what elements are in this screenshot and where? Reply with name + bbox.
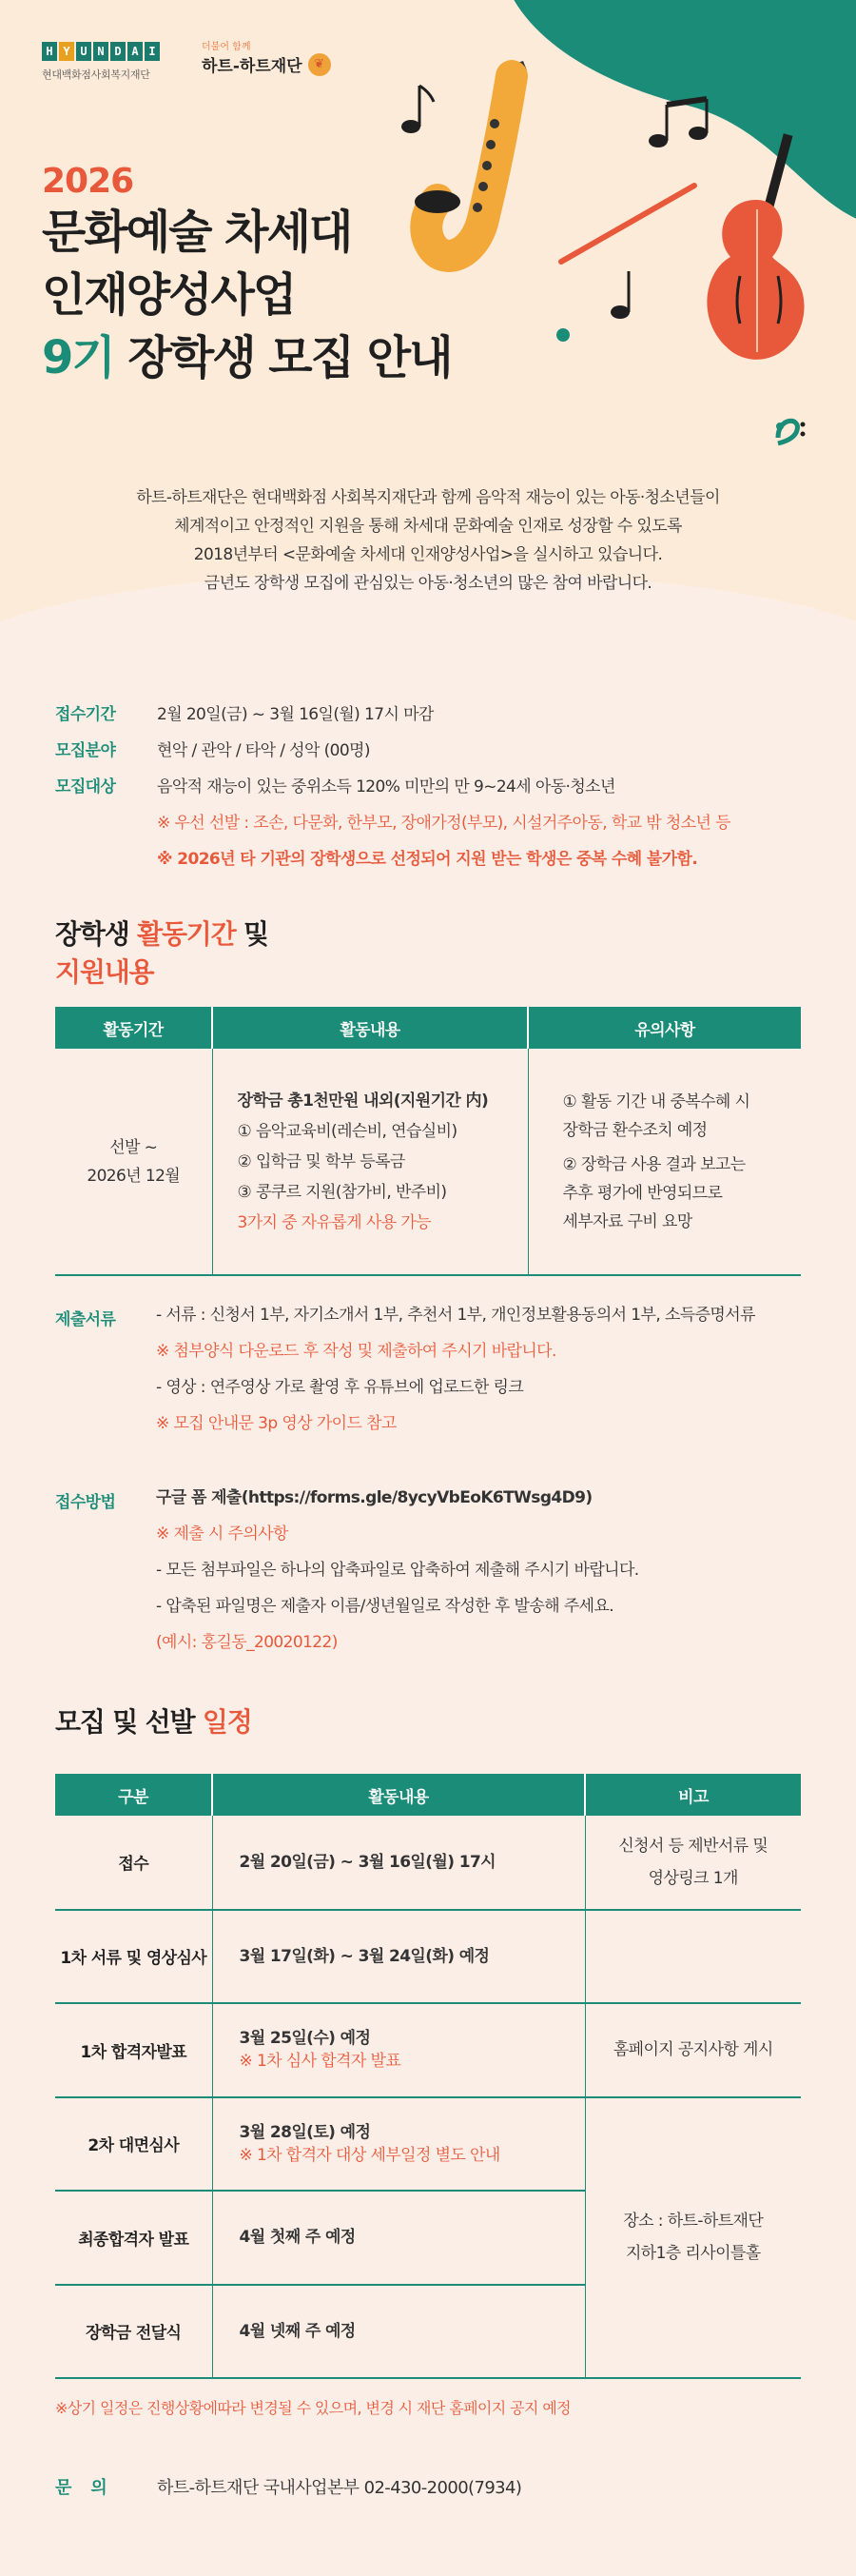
docs-lines bbox=[156, 1297, 755, 1442]
hyundai-foundation-logo bbox=[42, 42, 160, 82]
table-header: 활동내용 bbox=[212, 1774, 585, 1816]
music-note-icon bbox=[399, 81, 438, 138]
table-header: 비고 bbox=[585, 1774, 801, 1816]
activity-content-cell bbox=[212, 1049, 528, 1275]
support-item: ① 음악교육비(레슨비, 연습실비) bbox=[237, 1121, 457, 1141]
schedule-date: 3월 25일(수) 예정 bbox=[239, 2029, 371, 2049]
contact-row bbox=[55, 2474, 521, 2499]
duplicate-note: ※ 2026년 타 기관의 장학생으로 선정되어 지원 받는 학생은 중복 수혜 불가함. bbox=[157, 850, 698, 869]
violin-bow-icon bbox=[556, 181, 699, 266]
sec2-title-a: 모집 및 선발 bbox=[55, 1706, 203, 1738]
caution-line: 장학금 환수조치 예정 bbox=[562, 1120, 708, 1140]
hyundai-logo-text: 현대백화점사회복지재단 bbox=[42, 69, 150, 81]
schedule-date: 2월 20일(금) ~ 3월 16일(월) 17시 bbox=[239, 1852, 496, 1872]
dot-decoration bbox=[556, 328, 570, 342]
contact-value: 하트-하트재단 국내사업본부 02-430-2000(7934) bbox=[157, 2478, 522, 2498]
support-note: 3가지 중 자유롭게 사용 가능 bbox=[237, 1212, 431, 1232]
schedule-date: 4월 넷째 주 예정 bbox=[239, 2321, 356, 2341]
schedule-content bbox=[212, 1910, 585, 2004]
hyundai-logo-letter: N bbox=[93, 42, 108, 61]
title-line-3 bbox=[42, 326, 452, 389]
bass-clef-icon bbox=[768, 409, 807, 447]
schedule-date: 3월 28일(토) 예정 bbox=[239, 2122, 371, 2142]
sec2-title-b: 일정 bbox=[202, 1706, 252, 1738]
info-target-note-2 bbox=[157, 845, 697, 869]
hyundai-logo-letter: I bbox=[145, 42, 160, 61]
table-header: 구분 bbox=[55, 1774, 212, 1816]
title-year: 2026 bbox=[42, 162, 134, 201]
scholarship-amount: 장학금 총1천만원 내외(지원기간 内) bbox=[237, 1091, 489, 1111]
schedule-remark-venue bbox=[585, 2097, 801, 2379]
schedule-stage: 장학금 전달식 bbox=[55, 2285, 212, 2379]
hero-section bbox=[0, 0, 856, 647]
schedule-content bbox=[212, 2003, 585, 2097]
remark-line: 영상링크 1개 bbox=[648, 1868, 738, 1888]
info-target-value: 음악적 재능이 있는 중위소득 120% 미만의 만 9~24세 아동·청소년 bbox=[157, 777, 615, 796]
apply-example: (예시: 홍길동_20020122) bbox=[156, 1633, 338, 1652]
intro-line: 하트-하트재단은 현대백화점 사회복지재단과 함께 음악적 재능이 있는 아동·청소년들이 bbox=[136, 488, 720, 507]
table-header: 활동내용 bbox=[212, 1007, 528, 1049]
activity-caution-cell bbox=[528, 1049, 801, 1275]
table-row bbox=[55, 2097, 801, 2192]
remark-line: 장소 : 하트-하트재단 bbox=[623, 2212, 764, 2232]
schedule-note: ※ 1차 합격자 대상 세부일정 별도 안내 bbox=[239, 2145, 500, 2165]
schedule-stage: 2차 대면심사 bbox=[55, 2097, 212, 2192]
hyundai-logo-letter: A bbox=[127, 42, 143, 61]
schedule-content bbox=[212, 2097, 585, 2192]
caution-line: 추후 평가에 반영되므로 bbox=[562, 1183, 723, 1203]
title-line-2: 인재양성사업 bbox=[42, 268, 296, 322]
info-period bbox=[55, 700, 434, 724]
schedule-content bbox=[212, 2285, 585, 2379]
period-line: 선발 ~ bbox=[109, 1137, 158, 1157]
activity-period-cell bbox=[55, 1049, 212, 1275]
schedule-note: ※ 1차 심사 합격자 발표 bbox=[239, 2052, 401, 2072]
intro-line: 금년도 장학생 모집에 관심있는 아동·청소년의 많은 참여 바랍니다. bbox=[204, 574, 652, 593]
info-field-value: 현악 / 관악 / 타악 / 성악 (00명) bbox=[157, 741, 370, 760]
table-header: 유의사항 bbox=[528, 1007, 801, 1049]
hyundai-logo-letter: Y bbox=[59, 42, 74, 61]
schedule-remark bbox=[585, 2003, 801, 2097]
docs-line: - 영상 : 연주영상 가로 촬영 후 유튜브에 업로드한 링크 bbox=[156, 1378, 524, 1397]
contact-label: 문의 bbox=[55, 2478, 126, 2498]
apply-label: 접수방법 bbox=[55, 1493, 116, 1512]
docs-line: - 서류 : 신청서 1부, 자기소개서 1부, 추천서 1부, 개인정보활용동의서 1부, 소득증명서류 bbox=[156, 1306, 755, 1325]
intro-line: 2018년부터 <문화예술 차세대 인재양성사업>을 실시하고 있습니다. bbox=[193, 545, 663, 564]
page-title bbox=[42, 162, 452, 389]
docs-note: ※ 첨부양식 다운로드 후 작성 및 제출하여 주시기 바랍니다. bbox=[156, 1342, 556, 1361]
table-header-row bbox=[55, 1774, 801, 1816]
table-row bbox=[55, 1910, 801, 2004]
remark-line: 지하1층 리사이틀홀 bbox=[625, 2244, 761, 2264]
info-field-label: 모집분야 bbox=[55, 741, 116, 760]
title-cohort: 9기 bbox=[42, 331, 114, 384]
caution-line: ② 장학금 사용 결과 보고는 bbox=[562, 1154, 746, 1174]
schedule-content bbox=[212, 2191, 585, 2285]
info-period-value: 2월 20일(금) ~ 3월 16일(월) 17시 마감 bbox=[157, 705, 434, 724]
support-item: ② 입학금 및 학부 등록금 bbox=[237, 1151, 405, 1171]
sec1-title-d: 지원내용 bbox=[55, 956, 154, 988]
heart-logo-icon: ❦ bbox=[308, 53, 331, 76]
priority-note: ※ 우선 선발 : 조손, 다문화, 한부모, 장애가정(부모), 시설거주아동, 학교 밖 청소년 등 bbox=[157, 814, 730, 833]
activity-table bbox=[55, 1007, 801, 1276]
apply-line: - 모든 첨부파일은 하나의 압축파일로 압축하여 제출해 주시기 바랍니다. bbox=[156, 1561, 639, 1580]
intro-line: 체계적이고 안정적인 지원을 통해 차세대 문화예술 인재로 성장할 수 있도록 bbox=[174, 517, 682, 536]
remark-line: 신청서 등 제반서류 및 bbox=[618, 1836, 768, 1856]
table-row bbox=[55, 1049, 801, 1275]
heart-logo-tagline: 더불어 함께 bbox=[202, 42, 251, 52]
info-target-note-1 bbox=[157, 809, 730, 833]
sec1-title-b: 활동기간 bbox=[137, 918, 236, 950]
schedule-stage: 1차 서류 및 영상심사 bbox=[55, 1910, 212, 2004]
title-line-1: 문화예술 차세대 bbox=[42, 206, 352, 259]
schedule-remark bbox=[585, 1816, 801, 1910]
info-field bbox=[55, 737, 370, 760]
info-target-label: 모집대상 bbox=[55, 777, 116, 796]
table-row bbox=[55, 2003, 801, 2097]
music-note-icon-2 bbox=[609, 266, 637, 324]
table-row bbox=[55, 1816, 801, 1910]
schedule-content bbox=[212, 1816, 585, 1910]
heart-heart-foundation-logo bbox=[202, 38, 331, 76]
caution-line: ① 활동 기간 내 중복수혜 시 bbox=[562, 1091, 750, 1111]
schedule-footnote: ※상기 일정은 진행상황에따라 변경될 수 있으며, 변경 시 재단 홈페이지 공지 예정 bbox=[55, 2399, 572, 2417]
schedule-stage: 접수 bbox=[55, 1816, 212, 1910]
docs-label: 제출서류 bbox=[55, 1310, 116, 1329]
google-form-link[interactable]: 구글 폼 제출(https://forms.gle/8ycyVbEoK6TWsg4D9) bbox=[156, 1488, 593, 1507]
schedule-stage: 1차 합격자발표 bbox=[55, 2003, 212, 2097]
heart-logo-name: 하트-하트재단 bbox=[202, 57, 302, 76]
double-note-icon bbox=[647, 95, 713, 152]
schedule-stage: 최종합격자 발표 bbox=[55, 2191, 212, 2285]
section-title-activity bbox=[55, 915, 268, 992]
remark-line: 홈페이지 공지사항 게시 bbox=[613, 2040, 773, 2060]
caution-line: 세부자료 구비 요망 bbox=[562, 1211, 692, 1231]
apply-lines bbox=[156, 1480, 639, 1661]
info-target bbox=[55, 773, 615, 796]
hyundai-logo-letter: H bbox=[42, 42, 57, 61]
title-line-3-rest: 장학생 모집 안내 bbox=[113, 331, 452, 384]
apply-note: ※ 제출 시 주의사항 bbox=[156, 1524, 288, 1544]
hyundai-logo-letter: D bbox=[110, 42, 126, 61]
section-title-schedule bbox=[55, 1703, 252, 1741]
schedule-date: 4월 첫째 주 예정 bbox=[239, 2228, 356, 2248]
schedule-date: 3월 17일(화) ~ 3월 24일(화) 예정 bbox=[239, 1946, 490, 1966]
schedule-remark bbox=[585, 1910, 801, 2004]
info-period-label: 접수기간 bbox=[55, 705, 116, 724]
hyundai-logo-letter: U bbox=[76, 42, 91, 61]
sec1-title-c: 및 bbox=[235, 918, 268, 950]
docs-note: ※ 모집 안내문 3p 영상 가이드 참고 bbox=[156, 1414, 397, 1433]
table-header-row bbox=[55, 1007, 801, 1049]
period-line: 2026년 12월 bbox=[87, 1166, 181, 1186]
intro-paragraph bbox=[0, 483, 856, 598]
sec1-title-a: 장학생 bbox=[55, 918, 138, 950]
schedule-table bbox=[55, 1774, 801, 2379]
table-header: 활동기간 bbox=[55, 1007, 212, 1049]
apply-line: - 압축된 파일명은 제출자 이름/생년월일로 작성한 후 발송해 주세요. bbox=[156, 1597, 614, 1616]
support-item: ③ 콩쿠르 지원(참가비, 반주비) bbox=[237, 1182, 447, 1202]
